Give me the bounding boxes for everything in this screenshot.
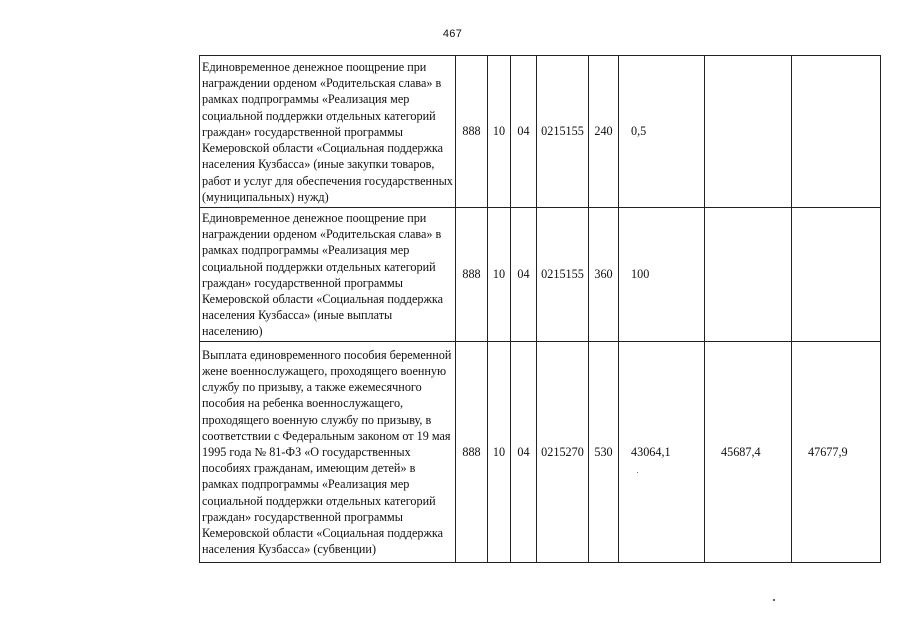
subsection-code: 04	[511, 208, 537, 342]
target-article-code: 0215270	[537, 341, 589, 562]
ministry-code: 888	[456, 208, 488, 342]
scan-speck	[637, 472, 638, 473]
section-code: 10	[488, 208, 511, 342]
scan-speck	[773, 599, 775, 601]
amount-year-3	[792, 208, 881, 342]
subsection-code: 04	[511, 341, 537, 562]
subsection-code: 04	[511, 56, 537, 208]
table-row	[200, 208, 881, 342]
section-code: 10	[488, 341, 511, 562]
ministry-code: 888	[456, 341, 488, 562]
expense-type-code: 360	[589, 208, 619, 342]
amount-year-1: 0,5	[619, 56, 705, 208]
row-description: Выплата единовременного пособия беременной жене военнослужащего, проходящего военную службу по призыву, а также ежемесячного пособия на ребенка военнослужащего, проходящего военную службу по призыву, в соответствии с Федеральным законом от 19 мая 1995 года № 81-ФЗ «О государственных пособиях гражданам, имеющим детей» в рамках подпрограммы «Реализация мер социальной поддержки отдельных категорий граждан» государственной программы Кемеровской области «Социальная поддержка населения Кузбасса» (субвенции)	[200, 341, 456, 562]
amount-year-1: 100	[619, 208, 705, 342]
amount-year-3: 47677,9	[792, 341, 881, 562]
ministry-code: 888	[456, 56, 488, 208]
expense-type-code: 240	[589, 56, 619, 208]
page-number: 467	[442, 28, 463, 40]
section-code: 10	[488, 56, 511, 208]
expense-type-code: 530	[589, 341, 619, 562]
table-row	[200, 56, 881, 208]
target-article-code: 0215155	[537, 208, 589, 342]
target-article-code: 0215155	[537, 56, 589, 208]
amount-year-2	[705, 56, 792, 208]
amount-year-3	[792, 56, 881, 208]
table-row	[200, 341, 881, 562]
amount-year-2: 45687,4	[705, 341, 792, 562]
row-description: Единовременное денежное поощрение при награждении орденом «Родительская слава» в рамках подпрограммы «Реализация мер социальной поддержки отдельных категорий граждан» государственной программы Кемеровской области «Социальная поддержка населения Кузбасса» (иные закупки товаров, работ и услуг для обеспечения государственных (муниципальных) нужд)	[200, 56, 456, 208]
budget-table	[199, 55, 881, 563]
amount-year-1: 43064,1	[619, 341, 705, 562]
row-description: Единовременное денежное поощрение при награждении орденом «Родительская слава» в рамках подпрограммы «Реализация мер социальной поддержки отдельных категорий граждан» государственной программы Кемеровской области «Социальная поддержка населения Кузбасса» (иные выплаты населению)	[200, 208, 456, 342]
amount-year-2	[705, 208, 792, 342]
